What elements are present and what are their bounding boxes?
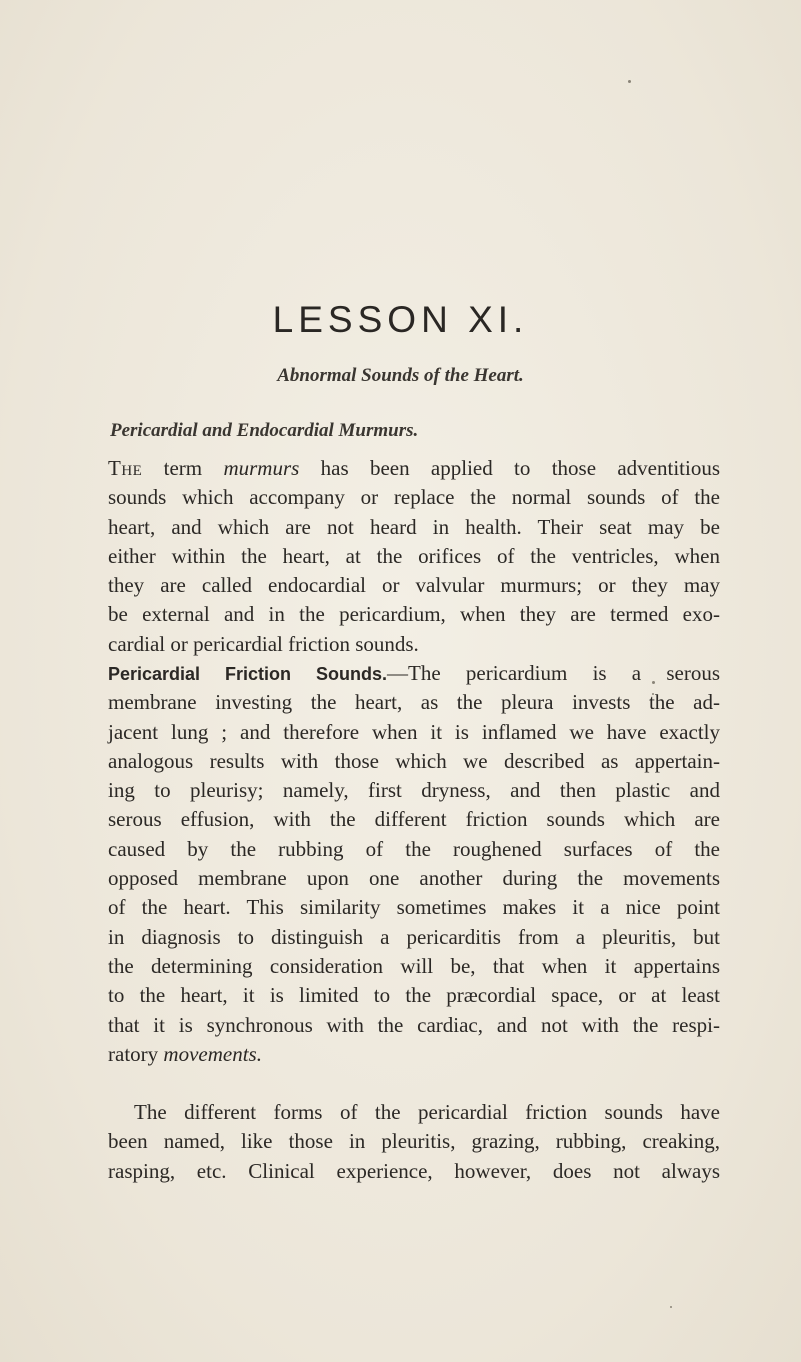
paragraph-friction-forms (108, 1098, 720, 1186)
text-line: The term murmurs has been applied to those adventitious (108, 456, 720, 480)
text-line: either within the heart, at the orifices of the ventricles, when (108, 543, 720, 568)
text-line: membrane investing the heart, as the pleura invests the ad- (108, 690, 720, 715)
text-line: that it is synchronous with the cardiac, and not with the respi- (108, 1012, 720, 1037)
text-line: jacent lung ; and therefore when it is inflamed we have exactly (108, 719, 720, 744)
section-heading: Pericardial and Endocardial Murmurs. (110, 420, 419, 441)
paragraph-murmurs (108, 454, 720, 659)
text-line: sounds which accompany or replace the normal sounds of the (108, 485, 720, 510)
text-line: opposed membrane upon one another during the movements (108, 866, 720, 891)
text-line: serous effusion, with the different friction sounds which are (108, 807, 720, 832)
run-in-heading: Pericardial Friction Sounds. (108, 664, 388, 684)
text-line: be external and in the pericardium, when they are termed exo- (108, 602, 720, 627)
text-line: of the heart. This similarity sometimes makes it a nice point (108, 895, 720, 920)
text-line: heart, and which are not heard in health. Their seat may be (108, 514, 720, 539)
ink-speck (670, 1306, 672, 1308)
text-line: The different forms of the pericardial friction sounds have (134, 1100, 720, 1124)
lesson-title: LESSON XI. (272, 299, 529, 340)
text-line: cardial or pericardial friction sounds. (108, 631, 419, 656)
ink-speck (628, 80, 631, 83)
lead-word: The (108, 456, 143, 480)
lesson-subtitle: Abnormal Sounds of the Heart. (277, 365, 524, 386)
text-line: ing to pleurisy; namely, first dryness, and then plastic and (108, 778, 720, 803)
text-line: caused by the rubbing of the roughened surfaces of the (108, 836, 720, 861)
text-line: they are called endocardial or valvular murmurs; or they may (108, 573, 720, 598)
emphasis-term: murmurs (223, 456, 300, 480)
text-line: the determining consideration will be, that when it appertains (108, 953, 720, 978)
text-line: to the heart, it is limited to the præcordial space, or at least (108, 983, 720, 1008)
text-line: rasping, etc. Clinical experience, however, does not always (108, 1158, 720, 1183)
text-line: Pericardial Friction Sounds.—The pericardium is a serous (108, 661, 720, 685)
text-line: ratory movements. (108, 1041, 262, 1066)
emphasis-term: movements. (163, 1041, 262, 1066)
text-line: in diagnosis to distinguish a pericarditis from a pleuritis, but (108, 924, 720, 949)
paragraph-pericardial-friction (108, 659, 720, 1069)
text-line: analogous results with those which we described as appertain- (108, 748, 720, 773)
text-line: been named, like those in pleuritis, grazing, rubbing, creaking, (108, 1129, 720, 1154)
